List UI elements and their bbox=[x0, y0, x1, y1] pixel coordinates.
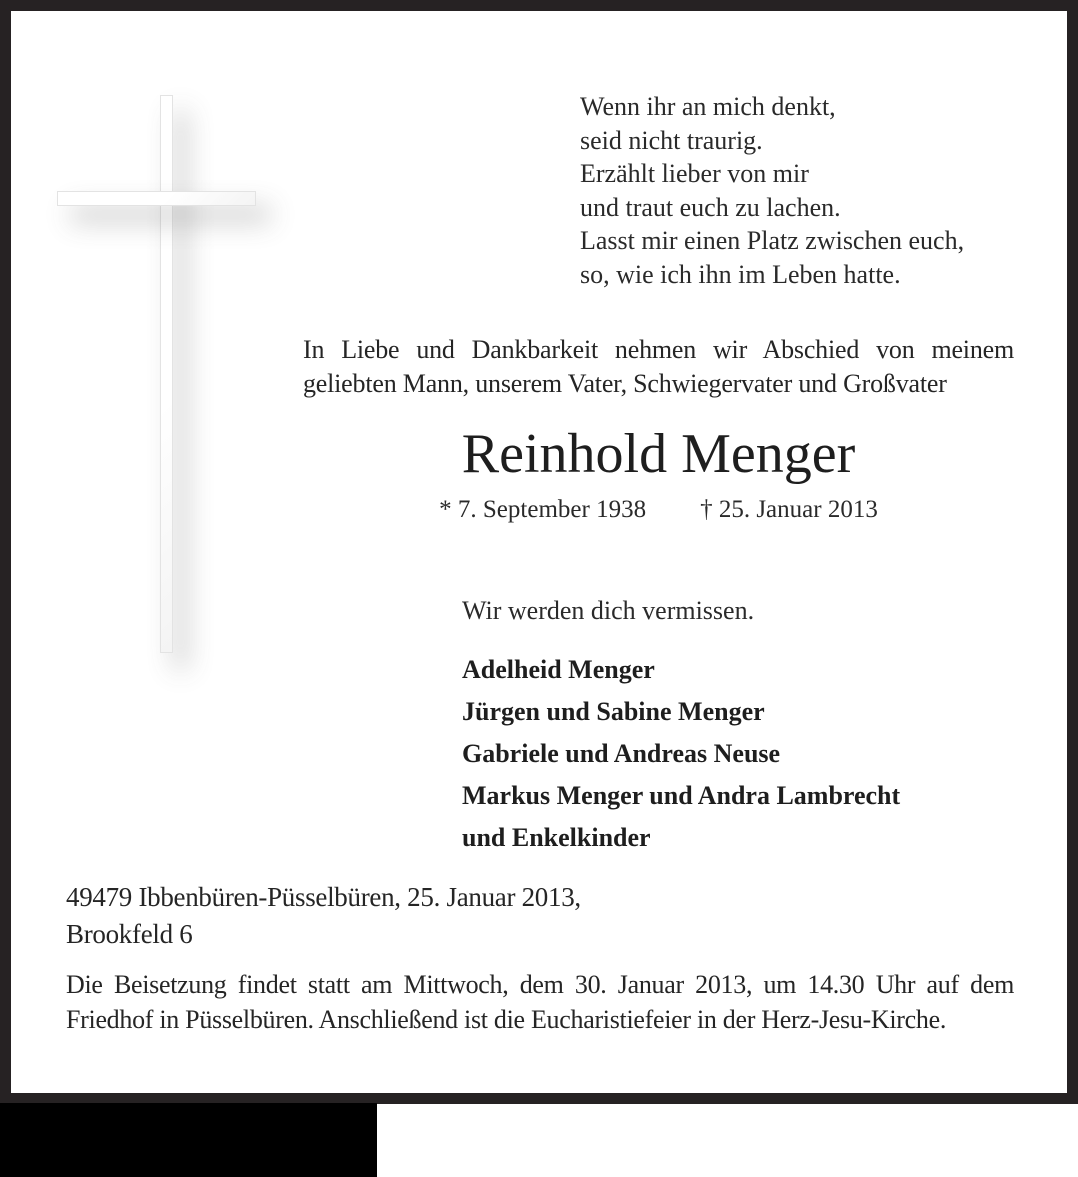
funeral-info: Die Beisetzung findet statt am Mittwoch, dem 30. Januar 2013, um 14.30 Uhr auf dem Friedhof in Püsselbüren. Anschließend ist die Eucharistiefeier in der Herz-Jesu-Kirche. bbox=[66, 970, 1014, 1034]
poem-line: Erzählt lieber von mir bbox=[580, 159, 809, 188]
cross-horizontal-bar bbox=[57, 191, 256, 206]
poem-line: so, wie ich ihn im Leben hatte. bbox=[580, 259, 901, 289]
address-line: Brookfeld 6 bbox=[66, 919, 193, 949]
mourner-name: Markus Menger und Andra Lambrecht bbox=[462, 781, 901, 810]
birth-date: * 7. September 1938 bbox=[439, 496, 647, 523]
death-date: † 25. Januar 2013 bbox=[700, 496, 878, 523]
announcement-text: In Liebe und Dankbarkeit nehmen wir Abschied von meinem geliebten Mann, unserem Vater, Schwiegervater und Großvater bbox=[303, 335, 1014, 398]
mourner-name: Jürgen und Sabine Menger bbox=[462, 697, 765, 726]
poem-line: Lasst mir einen Platz zwischen euch, bbox=[580, 226, 965, 255]
poem bbox=[580, 90, 964, 291]
poem-line: seid nicht traurig. bbox=[580, 125, 763, 155]
address-line: 49479 Ibbenbüren-Püsselbüren, 25. Januar 2013, bbox=[66, 882, 581, 912]
poem-line: und traut euch zu lachen. bbox=[580, 192, 841, 222]
address-block bbox=[66, 879, 581, 953]
cross-vertical-bar bbox=[160, 95, 173, 653]
mourner-name: und Enkelkinder bbox=[462, 823, 651, 852]
mourner-name: Adelheid Menger bbox=[462, 655, 655, 684]
redaction-block bbox=[0, 1103, 377, 1177]
deceased-name: Reinhold Menger bbox=[461, 423, 856, 485]
farewell-text: Wir werden dich vermissen. bbox=[462, 596, 755, 625]
mourners-list bbox=[462, 649, 900, 859]
mourner-name: Gabriele und Andreas Neuse bbox=[462, 739, 781, 768]
poem-line: Wenn ihr an mich denkt, bbox=[580, 92, 836, 121]
life-dates bbox=[303, 495, 1014, 525]
